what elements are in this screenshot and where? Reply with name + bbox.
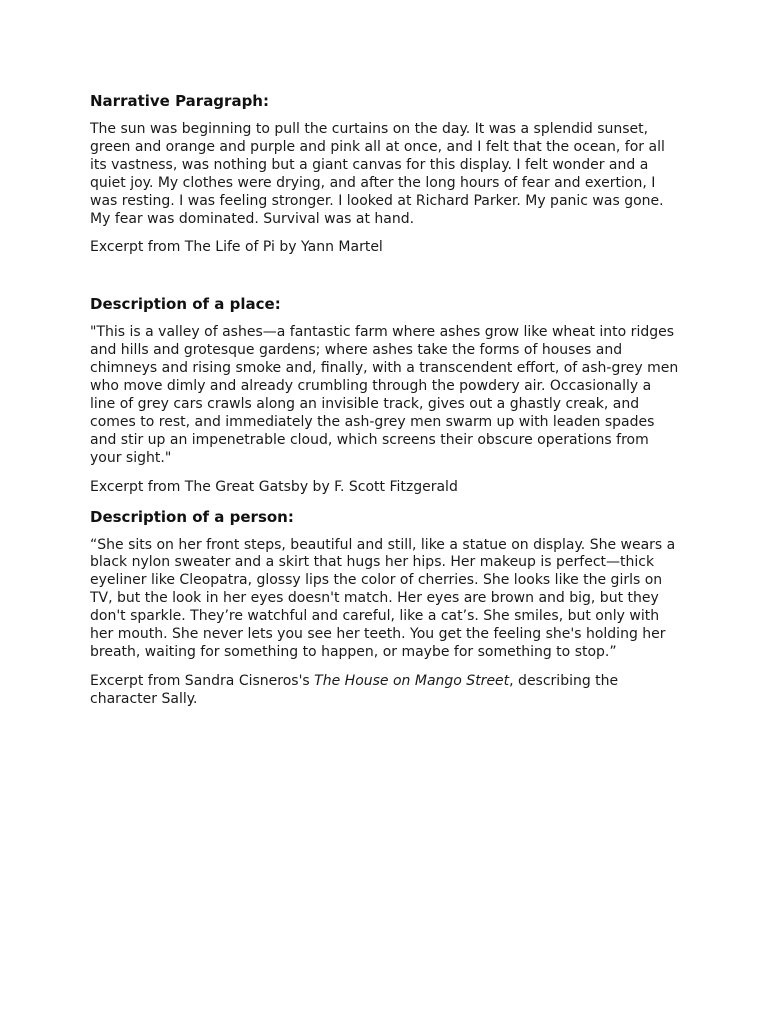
place-source: Excerpt from The Great Gatsby by F. Scott Fitzgerald [90, 478, 458, 495]
person-source [90, 673, 680, 709]
place-paragraph: "This is a valley of ashes—a fantastic farm where ashes grow like wheat into ridges and hills and grotesque gardens; where ashes take the forms of houses and chimneys and rising smoke and, finally, with a transcendent effort, of ash-grey men who move dimly and already crumbling through the powdery air. Occasionally a line of grey cars crawls along an invisible track, gives out a ghastly creak, and comes to rest, and immediately the ash-grey men swarm up with leaden spades and stir up an impenetrable cloud, which screens their obscure operations from your sight." [90, 324, 679, 466]
person-paragraph: “She sits on her front steps, beautiful and still, like a statue on display. She wears a black nylon sweater and a skirt that hugs her hips. Her makeup is perfect—thick eyeliner like Cleopatra, glossy lips the color of cherries. She looks like the girls on TV, but the look in her eyes doesn't match. Her eyes are brown and big, but they don't sparkle. They’re watchful and careful, like a cat’s. She smiles, but only with her mouth. She never lets you see her teeth. You get the feeling she's holding her breath, waiting for something to happen, or maybe for something to stop.” [90, 536, 676, 660]
section-heading-narrative: Narrative Paragraph: [90, 92, 269, 110]
section-heading-place: Description of a place: [90, 295, 281, 314]
section-spacer [90, 268, 680, 295]
narrative-source: Excerpt from The Life of Pi by Yann Martel [90, 239, 383, 256]
person-source-suffix: , describing the character Sally. [90, 672, 619, 707]
narrative-paragraph: The sun was beginning to pull the curtains on the day. It was a splendid sunset, green and orange and purple and pink all at once, and I felt that the ocean, for all its vastness, was nothing but a giant canvas for this display. I felt wonder and a quiet joy. My clothes were drying, and after the long hours of fear and exertion, I was resting. I was feeling stronger. I looked at Richard Parker. My panic was gone. My fear was dominated. Survival was at hand. [90, 121, 665, 227]
section-heading-person: Description of a person: [90, 507, 294, 526]
person-source-prefix: Excerpt from Sandra Cisneros's [90, 672, 315, 689]
person-source-title: The House on Mango Street [314, 672, 510, 689]
document-page [90, 92, 680, 720]
